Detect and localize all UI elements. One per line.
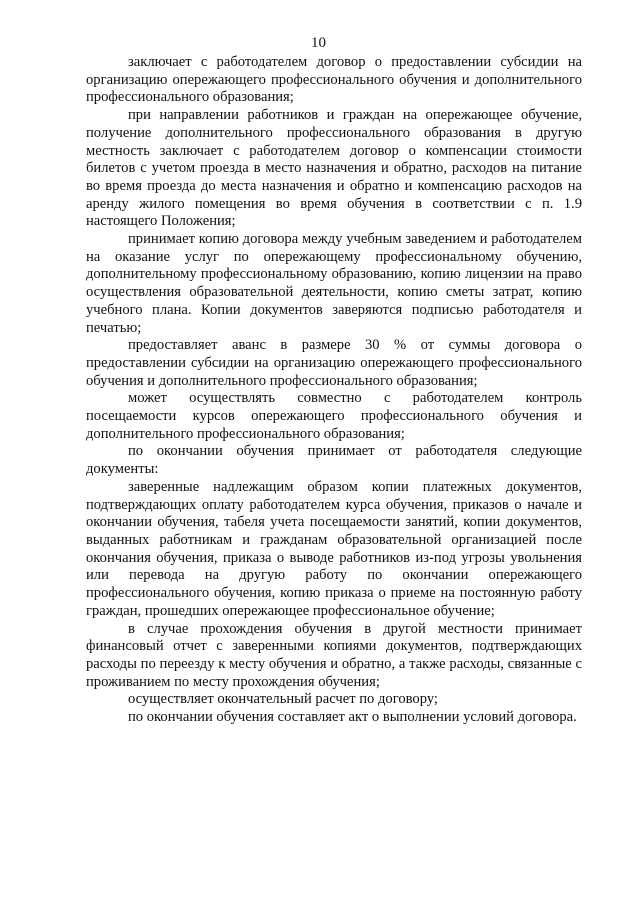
paragraph: заключает с работодателем договор о предоставлении субсидии на организацию опережающего профессионального обучения и дополнительного профессионального образования;	[86, 54, 582, 106]
paragraph: при направлении работников и граждан на опережающее обучение, получение дополнительного профессионального образования в другую местность заключает с работодателем договор о компенсации стоимости билетов с учетом проезда в место назначения и обратно, расходов на питание во время проезда до места назначения и обратно и компенсацию расходов на аренду жилого помещения во время обучения в соответствии с п. 1.9 настоящего Положения;	[86, 107, 582, 230]
paragraph: может осуществлять совместно с работодателем контроль посещаемости курсов опережающего профессионального обучения и дополнительного профессионального образования;	[86, 390, 582, 442]
paragraph: по окончании обучения принимает от работодателя следующие документы:	[86, 443, 582, 478]
paragraph: предоставляет аванс в размере 30 % от суммы договора о предоставлении субсидии на организацию опережающего профессионального обучения и дополнительного профессионального образования;	[86, 337, 582, 389]
paragraph: осуществляет окончательный расчет по договору;	[128, 691, 438, 708]
paragraph: заверенные надлежащим образом копии платежных документов, подтверждающих оплату работодателем курса обучения, приказов о начале и окончании обучения, табеля учета посещаемости занятий, копии документов, выданных работникам и гражданам образовательной организацией после окончания обучения, приказа о выводе работников из-под угрозы увольнения или перевода на другую работу по окончании опережающего профессионального обучения, копию приказа о приеме на постоянную работу граждан, прошедших опережающее профессиональное обучение;	[86, 478, 582, 619]
paragraph: принимает копию договора между учебным заведением и работодателем на оказание услуг по опережающему профессиональному обучению, дополнительному профессиональному образованию, копию лицензии на право осуществления образовательной деятельности, копию сметы затрат, копию учебного плана. Копии документов заверяются подписью работодателя и печатью;	[86, 231, 582, 336]
page-number: 10	[311, 35, 326, 51]
paragraph: по окончании обучения составляет акт о выполнении условий договора.	[128, 709, 577, 726]
paragraph: в случае прохождения обучения в другой местности принимает финансовый отчет с заверенными копиями документов, подтверждающих расходы по переезду к месту обучения и обратно, а также расходы, связанные с проживанием по месту прохождения обучения;	[86, 620, 582, 690]
document-body	[86, 54, 582, 727]
